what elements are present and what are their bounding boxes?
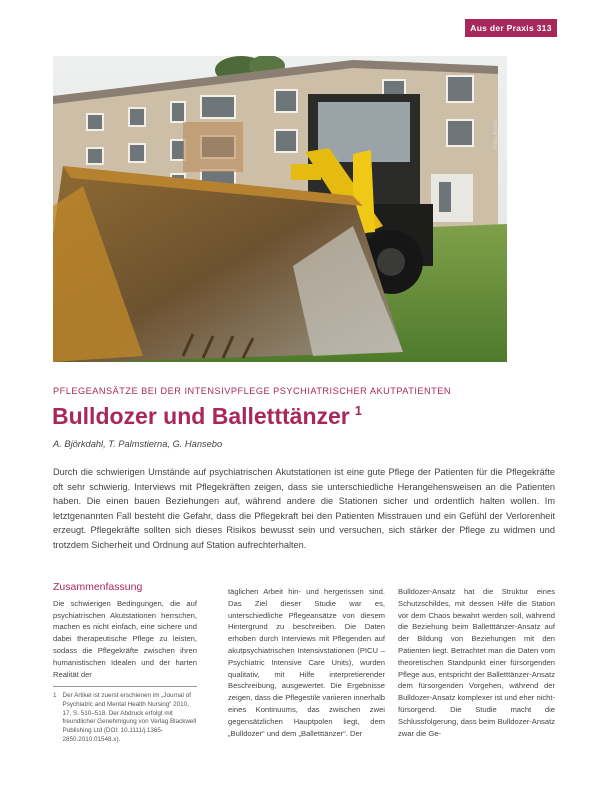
photo-credit: Foto: Archiv (493, 120, 499, 150)
body-column-1 (53, 582, 197, 680)
summary-heading: Zusammenfassung (53, 581, 143, 593)
body-column-1-text: Die schwierigen Bedingungen, die auf psychiatrischen Akutstationen herrschen, machen es nicht einfach, eine sichere und dabei therapeutische Pflege zu leisten, sodass die Pflegekräfte zwischen ihren humanistischen Idealen und der harten Realität der (53, 598, 197, 679)
article-authors: A. Björkdahl, T. Palmstierna, G. Hansebo (53, 439, 223, 449)
footnote-number: 1 (53, 692, 57, 699)
body-column-3: Bulldozer-Ansatz hat die Struktur eines Schutzschildes, mit dessen Hilfe die Station vor dem Chaos bewahrt werden soll, während die Beziehung beim Balletttänzer-Ansatz auf der Bildung von Beziehungen mit den Patienten liegt. Betrachtet man die Daten vom theoretischen Standpunkt einer fürsorgenden Pflege aus, entspricht der Balletttänzer-Ansatz dem fürsorgenden Vorgehen, während der Bulldozer-Ansatz komplexer ist und eher nicht-fürsorgend. Die Studie macht die Schlussfolgerung, dass beim Bulldozer-Ansatz zwar die Ge- (398, 587, 556, 738)
footnote-divider (53, 686, 197, 687)
article-title (52, 403, 362, 430)
title-text: Bulldozer und Balletttänzer (52, 403, 350, 429)
section-tab: Aus der Praxis 313 (465, 19, 557, 37)
body-column-2: täglichen Arbeit hin- und hergerissen sind. Das Ziel dieser Studie war es, unterschiedliche Pflegeansätze von diesem Hintergrund zu beschreiben. Die Daten erhoben durch Interviews mit Pflegenden auf akutpsychiatrischen Intensivstationen (PICU – Psychiatric Intensive Care Units), wurden qualitativ, mit Hilfe interpretierender Beschreibung, ausgewertet. Die Ergebnisse zeigen, dass die Pflegestile variieren innerhalb eines Kontinuums, das zwischen zwei gegensätzlichen Hauptpolen liegt, dem „Bulldozer“ und dem „Balletttänzer“. Der (228, 587, 385, 738)
footnote (53, 692, 197, 745)
article-kicker: PFLEGEANSÄTZE BEI DER INTENSIVPFLEGE PSYCHIATRISCHER AKUTPATIENTEN (53, 386, 452, 396)
footnote-text: Der Artikel ist zuerst erschienen im „Journal of Psychiatric and Mental Health Nursing“ 2010, 17, S. 510–518. Der Abdruck erfolgt mit freundlicher Genehmigung von Verlag Blackwell Publishing Ltd (DOI: 10.1111/j.1365-2850.2010.01548.x). (62, 692, 197, 743)
article-intro: Durch die schwierigen Umstände auf psychiatrischen Akutstationen ist eine gute Pflege der Patienten für die Pflegekräfte oft sehr schwierig. Interviews mit Pflegekräften zeigen, dass sie unterschiedliche Herangehensweisen an die Patienten haben. Die einen bauen Beziehungen auf, während andere die Stationen sicher und ordentlich halten wollen. Im letztgenannten Fall besteht die Gefahr, dass die Pflegekraft bei den Patienten Misstrauen und ein Gefühl der Verlorenheit erzeugt. Pflegekräfte sollten sich dieses Risikos bewusst sein und versuchen, sich stärker der Pflege zu widmen und trotzdem Sicherheit und Ordnung auf Station aufrechterhalten. (53, 467, 555, 550)
title-footnote-marker[interactable]: 1 (354, 403, 362, 418)
article-photo-bulldozer (53, 56, 507, 362)
